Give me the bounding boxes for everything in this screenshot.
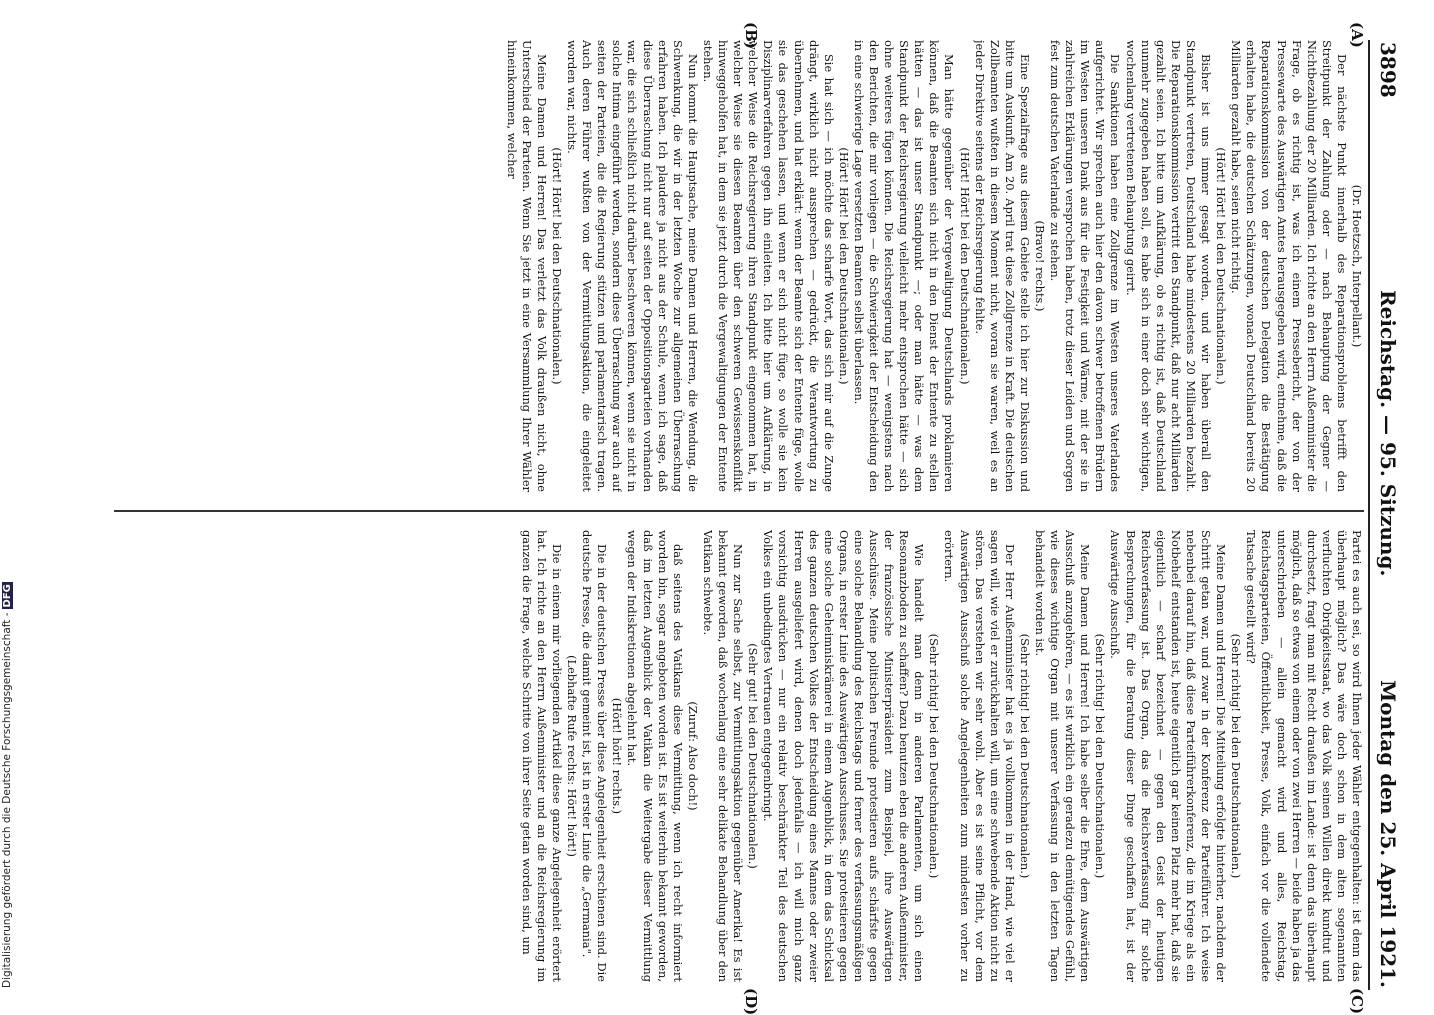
paragraph: Meine Damen und Herren! Ich habe selber die Ehre, dem Auswärtigen Ausschuß anzugehören, — es ist wirklich ein geradezu demütigendes Gefühl, wie dieses wichtige Organ mit unserer Verfassung in den letzten Tagen behandelt worden ist. [1033, 530, 1093, 982]
left-text-column [114, 40, 1364, 492]
interjection: (Hört! Hört! bei den Deutschnationalen.) [1214, 147, 1229, 385]
interjection: (Hört! Hört! bei den Deutschnationalen.) [836, 147, 851, 385]
credit-text: Digitalisierung gefördert durch die Deutsche Forschungsgemeinschaft - [1, 612, 13, 988]
paragraph: Die in der deutschen Presse über diese Angelegenheit erschienen sind. Die deutsche Presse, die damit gemeint ist, ist in erster Linie die „Germania". [580, 530, 610, 982]
interjection: (Hört! Hört! bei den Deutschnationalen.) [957, 147, 972, 385]
header-rule [1368, 40, 1370, 990]
paragraph: Man hätte gegenüber der Vergewaltigung Deutschlands proklamieren können, daß die Beamten sich nicht in den Dienst der Entente zu stellen hätten — das ist unser Standpunkt —; oder man hätte — was dem Standpunkt der Reichsregierung vielleicht mehr entsprochen hätte — sich ohne weiteres fügen können. Die Reichsregierung hat — wenigstens nach den Berichten, die mir vorliegen — die Schwierigkeit der Entscheidung den in eine schwierige Lage versetzten Beamten selbst überlassen. [851, 40, 957, 492]
paragraph: Die in einem mir vorliegenden Artikel diese ganze Angelegenheit erörtert hat. Ich richte an den Herrn Außenminister und an die Reichsregierung im ganzen die Frage, welche Schritte von ihrer Seite getan worden sind, um [519, 530, 565, 982]
interjection: (Sehr richtig! bei den Deutschnationalen.) [1017, 633, 1032, 879]
margin-letter-b: (B) [742, 22, 760, 49]
paragraph: daß seitens des Vatikans diese Vermittlung, wenn ich recht informiert worden bin, sogar angeboten worden ist. Es ist weiterhin bekannt geworden, daß im letzten Augenblick der Vatikan die Weitergabe dieser Vermittlung wegen der Indiskretionen abgelehnt hat. [625, 530, 685, 982]
column-separator [114, 510, 1364, 512]
right-text-column [114, 530, 1364, 982]
dfg-logo: DFG [2, 584, 13, 608]
page-number: 3898 [1376, 42, 1400, 98]
running-title: Reichstag. — 95. Sitzung. [1376, 290, 1400, 577]
paragraph: Eine Spezialfrage aus diesem Gebiete stelle ich hier zur Diskussion und bitte um Auskunft. Am 20. April trat diese Zollgrenze in Kraft. Die deutschen Zollbeamten wußten in diesem Moment nicht, woran sie waren, weil es an jeder Direktive seitens der Reichsregierung fehlte. [972, 40, 1032, 492]
paragraph: Sie hat sich — ich möchte das scharfe Wort, das sich mir auf die Zunge drängt, wirklich nicht aussprechen — gedrückt, die Verantwortung zu übernehmen, und hat erklärt: wenn der Beamte sich der Entente füge, wolle sie das geschehen lassen, und wenn er sich nicht füge, so wolle sie kein Disziplinarverfahren gegen ihn einleiten. Ich bitte hier um Aufklärung, in welcher Weise die Reichsregierung ihren Standpunkt eingenommen hat, in welcher Weise sie diesen Beamten über den schweren Gewissenskonflikt hinweggeholfen hat, in dem sie jetzt durch die Vergewaltigungen der Entente stehen. [700, 40, 836, 492]
interjection: (Sehr gut! bei den Deutschnationalen.) [746, 643, 761, 869]
paragraph: Die Sanktionen haben eine Zollgrenze im Westen unseres Vaterlandes aufgerichtet. Wir sprechen auch hier den davon schwer betroffenen Brüdern im Westen unseren Dank aus für die Festigkeit und Wärme, mit der sie in zahlreichen Erklärungen versprochen haben, trotz dieser Leiden und Sorgen fest zum deutschen Vaterlande zu stehen. [1048, 40, 1123, 492]
interjection: (Sehr richtig! bei den Deutschnationalen.) [927, 633, 942, 879]
session-date: Montag den 25. April 1921. [1376, 680, 1400, 988]
interjection: (Sehr richtig! bei den Deutschnationalen.) [1229, 633, 1244, 879]
interjection: (Hört! Hört! bei den Deutschnationalen.) [550, 147, 565, 385]
interjection: (Sehr richtig! bei den Deutschnationalen.) [1093, 633, 1108, 879]
paragraph: Nun zur Sache selbst, zur Vermittlungsaktion gegenüber Amerika! Es ist bekannt geworden, daß wochenlang eine sehr delikate Behandlung über den Vatikan schwebte. [700, 530, 746, 982]
margin-letter-a: (A) [1348, 22, 1366, 48]
interjection: (Bravo! rechts.) [1033, 220, 1048, 312]
interjection: (Zuruf: Also doch!) [685, 701, 700, 811]
rotated-document-page [110, 22, 1400, 1015]
paragraph: Partei es auch sei, so wird Ihnen jeder Wähler entgegenhalten: ist denn das überhaupt möglich? Das wäre doch schon in dem alten sogenannten verfluchten Obrigkeitsstaat, wo das Volk seinen Willen direkt kundtut und durchsetzt, fragt man mit Recht draußen im Lande: ist denn das überhaupt möglich, daß so etwas von einem oder von zwei Herren — beide haben ja das unterschrieben — allein gemacht wird und alles, Reichstag, Reichstagsparteien, Öffentlichkeit, Presse, Volk, einfach vor die vollendete Tatsache gestellt wird? [1244, 530, 1364, 982]
paragraph: Der nächste Punkt innerhalb des Reparationsproblems betrifft den Streitpunkt der Zahlung oder — nach Behauptung der Gegner — Nichtbezahlung der 20 Milliarden. Ich richte an den Herrn Außenminister die Frage, ob es richtig ist, was ich einem Pressebericht, der von der Pressewarte des Auswärtigen Amtes herausgegeben wird, entnehme, daß die Reparationskommission von der deutschen Delegation die Bestätigung erhalten habe, die deutschen Schätzungen, wonach Deutschland bereits 20 Milliarden gezahlt habe, seien nicht richtig. [1229, 40, 1349, 492]
interjection: (Lebhafte Rufe rechts: Hört! hört!) [565, 655, 580, 857]
paragraph: Nun kommt die Hauptsache, meine Damen und Herren, die Wendung, die Schwenkung, die wir in der letzten Woche zur allgemeinen Überraschung erfahren haben. Ich plaudere ja nicht aus der Schule, wenn ich sage, daß diese Überraschung nicht nur auf seiten der Oppositionsparteien vorhanden war, die sich schließlich nicht darüber beschweren können, wenn sie nicht in solche Intima eingeführt werden, sondern diese Überraschung war auch auf seiten der Parteien, die die Regierung stützen und parlamentarisch tragen. Auch deren Führer wußten von der Vermittlungsaktion, die eingeleitet worden war, nichts. [565, 40, 700, 492]
paragraph: Der Herr Außenminister hat es ja vollkommen in der Hand, wie viel er sagen will, wie viel er zurückhalten will, um eine schwebende Aktion nicht zu stören. Das verstehen wir sehr wohl. Aber es ist seine Pflicht, vor dem Auswärtigen Ausschuß solche Angelegenheiten zum mindesten vorher zu erörtern. [942, 530, 1017, 982]
paragraph: Wie handelt man denn in anderen Parlamenten, um sich einen Resonanzboden zu schaffen? Dazu benutzen eben die anderen Außenminister, der französische Ministerpräsident zum Beispiel, ihre Auswärtigen Ausschüsse. Meine politischen Freunde protestieren aufs schärfste gegen eine solche Behandlung des Reichstags und ferner des verfassungsmäßigen Organs, in erster Linie des Auswärtigen Ausschusses. Sie protestieren gegen eine solche Geheimniskrämerei in einem Augenblick, in dem das Schicksal des ganzen deutschen Volkes der Entscheidung eines Mannes oder zweier Herren ausgeliefert wird, denen doch jedenfalls — ich will mich ganz vorsichtig ausdrücken — nur ein relativ beschränkter Teil des deutschen Volkes ein unbedingtes Vertrauen entgegenbringt. [761, 530, 927, 982]
paragraph: Meine Damen und Herren! Das verletzt das Volk draußen nicht, ohne Unterschied der Parteien. Wenn Sie jetzt in eine Versammlung Ihrer Wähler hineinkommen, welcher [504, 40, 549, 492]
paragraph: Bisher ist uns immer gesagt worden, und wir haben überall den Standpunkt vertreten, Deutschland habe mindestens 20 Milliarden bezahlt. Die Reparationskommission vertritt den Standpunkt, daß nur acht Milliarden gezahlt seien. Ich bitte um Aufklärung, ob es richtig ist, daß Deutschland nunmehr zugegeben haben soll, es habe sich in einer doch sehr wichtigen, wochenlang vertretenen Behauptung geirrt. [1123, 40, 1214, 492]
margin-letter-d: (D) [742, 988, 760, 1015]
digitization-credit [1, 582, 13, 988]
margin-letter-c: (C) [1348, 988, 1366, 1015]
paragraph: Meine Damen und Herren! Die Mitteilung erfolgte hinterher, nachdem der Schritt getan war, und zwar in der Konferenz der Parteiführer. Ich weise nebenbei darauf hin, daß diese Parteiführerkonferenz, die im Kriege als ein Notbehelf entstanden ist, heute eigentlich gar keinen Platz mehr hat, daß sie eigentlich — scharf bezeichnet — gegen den Geist der heutigen Reichsverfassung ist. Das Organ, das die Reichsverfassung für solche Besprechungen, für die Beratung dieser Dinge geschaffen hat, ist der Auswärtige Ausschuß. [1108, 530, 1229, 982]
interjection: (Dr. Hoetzsch, Interpellant.) [1350, 184, 1364, 348]
page-header [1374, 40, 1400, 990]
interjection: (Hört! hört! rechts.) [610, 697, 625, 815]
